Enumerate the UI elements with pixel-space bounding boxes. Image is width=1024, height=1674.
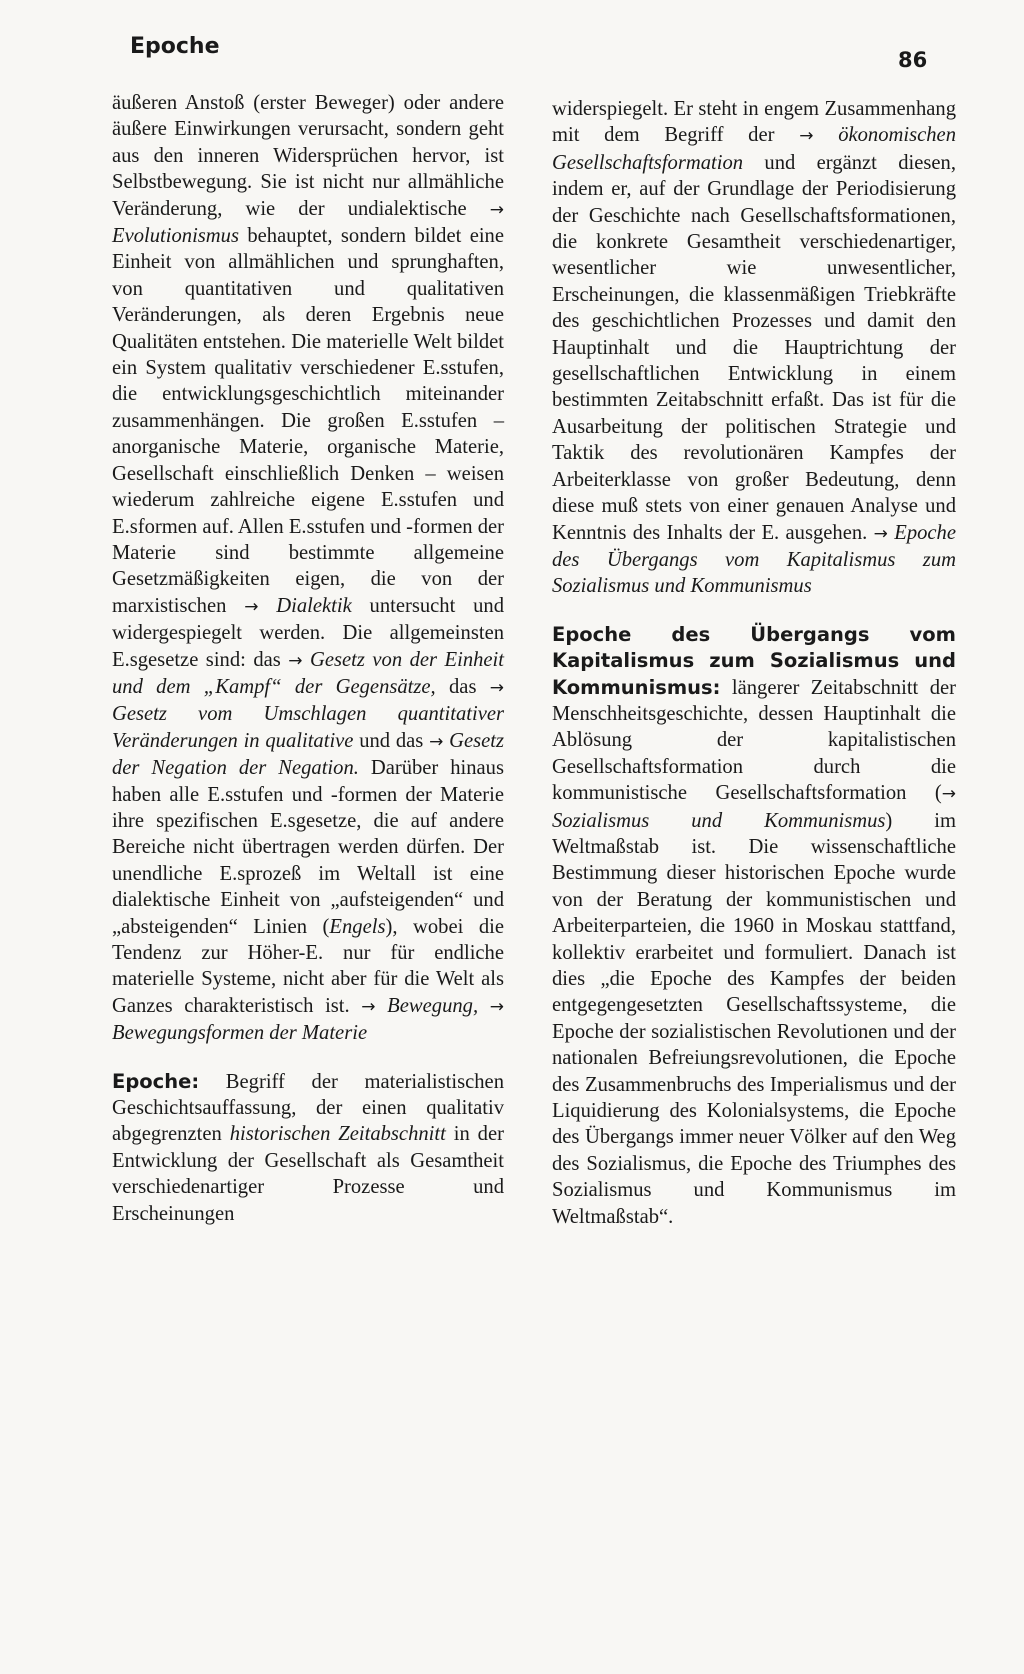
text-run	[813, 124, 838, 146]
text-run	[258, 595, 276, 617]
text-run: das	[435, 675, 490, 698]
entry-continuation	[112, 90, 504, 1047]
entry-headword: Epoche des Übergangs vom Kapitalismus zum Sozialismus und Kommunismus:	[552, 622, 956, 699]
text-run	[376, 995, 388, 1017]
text-run: widerspiegelt. Er steht in engem Zusammenhang mit dem Begriff der	[552, 98, 956, 147]
arrow-icon: →	[799, 126, 814, 147]
cross-reference: Epoche des Übergangs vom Kapitalismus zum Sozialismus und Kommunismus	[552, 521, 956, 598]
cross-reference: Dialektik	[276, 594, 352, 617]
cross-reference: Sozialismus und Kommunismus	[552, 809, 886, 832]
right-column	[552, 96, 956, 1230]
text-run: und ergänzt diesen, indem er, auf der Grundlage der Periodisierung der Geschichte nach Gesellschaftsformationen, die konkrete Gesamtheit verschiedenartiger, wesentlicher wie unwesentlicher, Erscheinungen, die klassenmäßigen Triebkräfte des geschichtlichen Prozesses und damit den Hauptinhalt und die Hauptrichtung der gesellschaftlichen Entwicklung in einem bestimmten Zeitabschnitt erfaßt. Das ist für die Ausarbeitung der politischen Strategie und Taktik des revolutionären Kampfes der Arbeiterklasse von großer Bedeutung, denn diese muß stets von einer genauen Analyse und Kenntnis des Inhalts der E. ausgehen.	[552, 151, 956, 544]
cross-reference: Gesetz vom Umschlagen quantitativer Veränderungen in qualitative	[112, 703, 504, 752]
arrow-icon: →	[288, 650, 303, 671]
text-run: Darüber hinaus haben alle E.sstufen und -formen der Materie ihre spezifischen E.sgesetze, die auf andere Bereiche nicht übertragen werden dürfen. Der unendliche E.sprozeß im Weltall ist eine dialektische Einheit von „aufsteigenden“ und „absteigenden“ Linien (	[112, 757, 504, 938]
entry-epoche-continued	[552, 96, 956, 600]
arrow-icon: →	[941, 784, 956, 805]
cross-reference: Gesetz von der Einheit und dem „Kampf“ der Gegensätze,	[112, 648, 504, 698]
entry-headword: Epoche:	[112, 1069, 200, 1093]
cross-reference: ökonomischen Gesellschaftsformation	[552, 124, 956, 174]
text-run: ) im Weltmaßstab ist. Die wissenschaftliche Bestimmung dieser historischen Epoche wurde von der Beratung der kommunistischen und Arbeiterparteien, die 1960 in Moskau stattfand, kollektiv erarbeitet und formuliert. Danach ist dies „die Epoche des Kampfes der beiden entgegengesetzten Gesellschaftssysteme, die Epoche der sozialistischen Revolutionen und der nationalen Befreiungsrevolutionen, die Epoche des Zusammenbruchs des Imperialismus und der Liquidierung des Kolonialsystems, die Epoche des Übergangs immer neuer Völker auf den Weg des Sozialismus, die Epoche des Triumphes des Sozialismus und Kommunismus im Weltmaßstab“.	[552, 809, 957, 1228]
cross-reference: Evolutionismus	[112, 225, 239, 248]
text-run: Begriff der materialistischen Geschichtsauffassung, der einen qualitativ abgegrenzten	[112, 1070, 504, 1146]
text-run: untersucht und widergespiegelt werden. Die allgemeinsten E.sgesetze sind: das	[112, 594, 504, 671]
cross-reference: Bewegung,	[387, 994, 479, 1017]
arrow-icon: →	[489, 996, 504, 1017]
text-run: in der Entwicklung der Gesellschaft als Gesamtheit verschiedenartiger Prozesse und Erscheinungen	[112, 1123, 504, 1225]
text-run	[303, 649, 310, 671]
arrow-icon: →	[244, 596, 259, 617]
running-head: Epoche	[130, 34, 220, 59]
arrow-icon: →	[489, 677, 504, 698]
arrow-icon: →	[873, 523, 888, 544]
entry-epoche	[112, 1069, 504, 1227]
text-run	[478, 995, 490, 1017]
cross-reference: historischen Zeitabschnitt	[229, 1123, 446, 1146]
entry-epoche-des-uebergangs	[552, 622, 956, 1230]
page-number: 86	[898, 48, 928, 72]
cross-reference: Gesetz der Negation der Negation.	[112, 729, 504, 780]
text-run: behauptet, sondern bildet eine Einheit von allmählichen und sprunghaften, von quantitativen und qualitativen Veränderungen, als deren Ergebnis neue Qualitäten entstehen. Die materielle Welt bildet ein System qualitativ verschiedener E.sstufen, die entwicklungsgeschichtlich miteinander zusammenhängen. Die großen E.sstufen – anorganische Materie, organische Materie, Gesellschaft einschließlich Denken – weisen wiederum zahlreiche eigene E.sstufen und E.sformen auf. Allen E.sstufen und -formen der Materie sind bestimmte allgemeine Gesetzmäßigkeiten eigen, die von der marxistischen	[112, 225, 504, 617]
text-run: äußeren Anstoß (erster Beweger) oder andere äußere Einwirkungen verursacht, sondern geht aus den inneren Widersprüchen hervor, ist Selbstbewegung. Sie ist nicht nur allmähliche Veränderung, wie der undialektische	[112, 92, 504, 220]
left-column	[112, 90, 504, 1227]
text-run: längerer Zeitabschnitt der Menschheitsgeschichte, dessen Hauptinhalt die Ablösung der kapitalistischen Gesellschaftsformation durch die kommunistische Gesellschaftsformation (	[552, 676, 956, 805]
text-run: und das	[353, 729, 430, 752]
cross-reference: Bewegungsformen der Materie	[112, 1022, 368, 1045]
arrow-icon: →	[361, 996, 376, 1017]
arrow-icon: →	[489, 199, 504, 220]
text-run: ), wobei die Tendenz zur Höher-E. nur für endliche materielle Systeme, nicht aber für die Welt als Ganzes charakteristisch ist.	[112, 915, 504, 1017]
arrow-icon: →	[429, 731, 444, 752]
cross-reference: Engels	[329, 915, 386, 938]
